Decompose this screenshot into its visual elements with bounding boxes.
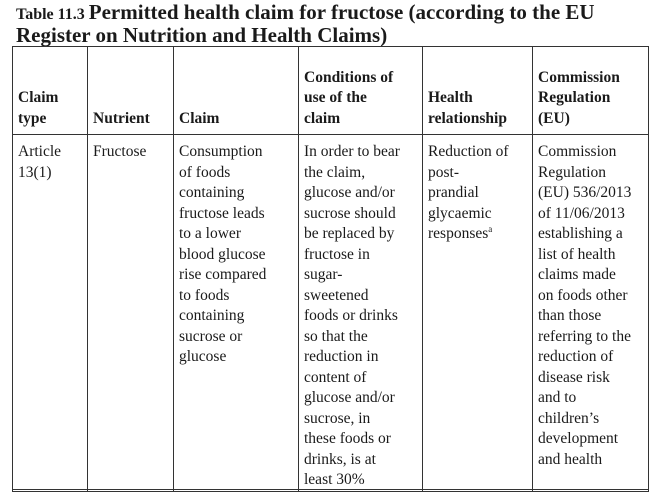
cell-commission-regulation-line: claims made [538, 266, 616, 283]
cell-conditions-of-use-line: foods or drinks [304, 307, 398, 324]
cell-claim-line: of foods [179, 163, 231, 181]
cell-commission-regulation-line: Regulation [538, 163, 607, 181]
cell-health-relationship-line: Reduction of [428, 143, 509, 160]
cell-conditions-of-use-line: drinks, is at [304, 450, 376, 468]
cell-conditions-of-use [299, 135, 423, 492]
header-health-relationship-line: relationship [428, 109, 507, 127]
cell-conditions-of-use-line: sweetened [304, 286, 369, 304]
cell-conditions-of-use-line: sucrose, in [304, 409, 371, 427]
cell-claim-line: rise compared [179, 266, 267, 283]
header-conditions-of-use-line: use of the [304, 89, 367, 106]
cell-claim-line: Consumption [179, 143, 263, 160]
table-header-row [13, 47, 649, 135]
cell-conditions-of-use-line: glucose and/or [304, 184, 395, 201]
header-commission-regulation-line: Commission [538, 68, 620, 86]
cell-claim-line: to a lower [179, 225, 241, 242]
cell-conditions-of-use-line: In order to bear [304, 143, 400, 160]
header-claim-line: Claim [179, 109, 220, 127]
header-commission-regulation-line: (EU) [538, 109, 570, 127]
header-health-relationship-line: Health [428, 89, 473, 106]
cell-claim [174, 135, 299, 492]
header-claim-type-line: type [18, 109, 47, 127]
cell-commission-regulation-line: on foods other [538, 286, 628, 304]
cell-health-relationship-line: prandial [428, 184, 479, 201]
header-conditions-of-use-line: claim [304, 109, 341, 127]
cell-claim-line: fructose leads [179, 204, 265, 222]
cell-health-relationship-line: post- [428, 163, 459, 181]
cell-conditions-of-use-line: fructose in [304, 245, 370, 263]
cell-conditions-of-use-line: sucrose should [304, 204, 396, 222]
cell-claim-type-line: Article [18, 143, 62, 160]
table-title: Permitted health claim for fructose (according to the EU Register on Nutrition and Health Claims) [16, 0, 595, 47]
cell-conditions-of-use-line: content of [304, 368, 367, 386]
header-conditions-of-use-line: Conditions of [304, 68, 394, 86]
header-commission-regulation-line: Regulation [538, 89, 611, 106]
cell-claim-type-line: 13(1) [18, 163, 52, 181]
cell-health-relationship [423, 135, 533, 492]
cell-claim-type [13, 135, 88, 492]
footnote-marker: a [488, 223, 493, 234]
cell-nutrient-line: Fructose [93, 143, 147, 160]
cell-conditions-of-use-line: these foods or [304, 430, 391, 447]
cell-commission-regulation-line: list of health [538, 245, 616, 263]
cell-conditions-of-use-line: least 30% [304, 471, 365, 488]
cell-commission-regulation-line: reduction of [538, 348, 614, 365]
table-row [13, 135, 649, 492]
table-caption [16, 2, 646, 48]
cell-commission-regulation-line: disease risk [538, 368, 610, 386]
header-health-relationship [423, 47, 533, 135]
header-nutrient-line: Nutrient [93, 109, 150, 127]
cell-claim-line: sucrose or [179, 327, 243, 345]
header-commission-regulation [533, 47, 649, 135]
cell-commission-regulation-line: and to [538, 389, 577, 406]
header-nutrient [88, 47, 174, 135]
cell-conditions-of-use-line: so that the [304, 327, 368, 345]
cell-commission-regulation-line: development [538, 430, 619, 447]
table-bottom-rule [12, 489, 648, 490]
cell-health-relationship-line: responses$^a$ [428, 223, 493, 242]
cell-claim-line: containing [179, 184, 245, 201]
cell-commission-regulation-line: than those [538, 307, 602, 324]
cell-commission-regulation-line: (EU) 536/2013 [538, 184, 632, 201]
cell-commission-regulation-line: establishing a [538, 225, 623, 242]
cell-conditions-of-use-line: the claim, [304, 163, 366, 181]
cell-commission-regulation [533, 135, 649, 492]
cell-commission-regulation-line: and health [538, 450, 603, 468]
cell-claim-line: to foods [179, 286, 230, 304]
cell-commission-regulation-line: children’s [538, 409, 600, 427]
cell-conditions-of-use-line: sugar- [304, 266, 343, 283]
header-claim-type [13, 47, 88, 135]
cell-commission-regulation-line: Commission [538, 143, 617, 160]
cell-conditions-of-use-line: reduction in [304, 348, 379, 365]
table-number: Table 11.3 [16, 6, 85, 23]
cell-conditions-of-use-line: glucose and/or [304, 389, 395, 406]
cell-commission-regulation-line: of 11/06/2013 [538, 204, 625, 222]
cell-nutrient [88, 135, 174, 492]
cell-health-relationship-line: glycaemic [428, 204, 492, 222]
header-claim [174, 47, 299, 135]
header-claim-type-line: Claim [18, 89, 59, 106]
health-claim-table [12, 46, 649, 492]
cell-conditions-of-use-line: be replaced by [304, 225, 395, 242]
cell-commission-regulation-line: referring to the [538, 327, 631, 345]
header-conditions-of-use [299, 47, 423, 135]
cell-claim-line: blood glucose [179, 245, 266, 263]
cell-claim-line: containing [179, 307, 245, 324]
cell-claim-line: glucose [179, 348, 227, 365]
